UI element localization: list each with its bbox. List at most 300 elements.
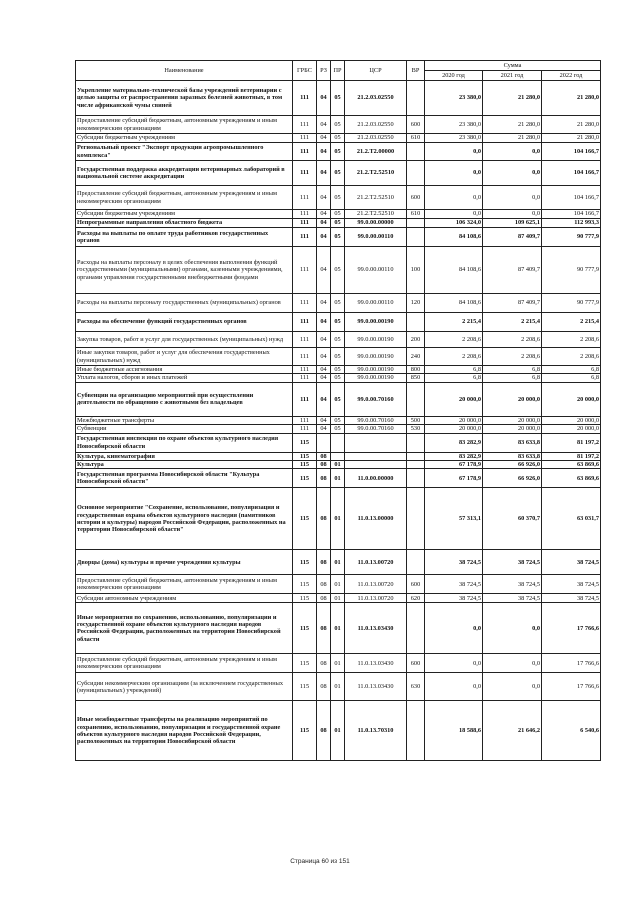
cell-csr: 99.0.00.00110 [345,294,407,313]
cell-2020: 6,8 [425,374,483,382]
col-header-name: Наименование [76,61,293,81]
table-row [76,701,601,761]
cell-2020: 20 000,0 [425,382,483,416]
cell-csr: 11.0.13.03430 [345,673,407,701]
cell-csr: 21.2.T2.52510 [345,161,407,186]
cell-grbs: 111 [293,416,317,424]
cell-pr: 05 [331,247,345,294]
cell-grbs: 115 [293,452,317,460]
cell-grbs: 115 [293,469,317,488]
cell-vr: 630 [407,673,425,701]
cell-rz: 04 [317,186,331,210]
cell-name: Дворцы (дома) культуры и прочие учреждения культуры [76,550,293,575]
cell-csr: 11.0.13.00720 [345,575,407,594]
cell-csr: 99.0.00.00190 [345,366,407,374]
cell-rz: 04 [317,294,331,313]
cell-csr: 99.0.00.00190 [345,348,407,366]
cell-name: Предоставление субсидий бюджетным, автономным учреждениям и иным некоммерческим организациям [76,186,293,210]
cell-vr [407,219,425,228]
cell-2020: 2 215,4 [425,313,483,332]
cell-vr [407,461,425,469]
cell-vr: 600 [407,186,425,210]
cell-2021: 83 633,8 [483,452,542,460]
cell-grbs: 111 [293,374,317,382]
cell-rz: 08 [317,701,331,761]
cell-name: Региональный проект "Экспорт продукции агропромышленного комплекса" [76,143,293,161]
cell-2022: 81 197,2 [542,452,601,460]
cell-2020: 23 380,0 [425,81,483,116]
cell-name: Государственная программа Новосибирской области "Культура Новосибирской области" [76,469,293,488]
table-row [76,575,601,594]
cell-rz: 08 [317,452,331,460]
cell-rz: 04 [317,382,331,416]
cell-2021: 21 646,2 [483,701,542,761]
cell-vr: 600 [407,654,425,673]
cell-2020: 23 380,0 [425,134,483,143]
cell-pr: 05 [331,228,345,247]
table-row [76,210,601,219]
col-header-2022: 2022 год [542,71,601,81]
cell-name: Уплата налогов, сборов и иных платежей [76,374,293,382]
table-row [76,81,601,116]
cell-grbs: 111 [293,425,317,433]
cell-2022: 20 000,0 [542,425,601,433]
cell-2022: 63 031,7 [542,488,601,550]
cell-vr: 500 [407,416,425,424]
table-row [76,603,601,654]
cell-2022: 2 208,6 [542,348,601,366]
cell-rz: 04 [317,116,331,134]
cell-2020: 6,8 [425,366,483,374]
cell-vr [407,228,425,247]
cell-pr: 01 [331,488,345,550]
cell-name: Субсидии бюджетным учреждениям [76,210,293,219]
cell-name: Государственная инспекция по охране объектов культурного наследия Новосибирской области [76,433,293,452]
cell-2020: 18 588,6 [425,701,483,761]
cell-vr [407,382,425,416]
cell-pr: 01 [331,603,345,654]
cell-name: Субсидии бюджетным учреждениям [76,134,293,143]
cell-2021: 21 280,0 [483,134,542,143]
cell-2022: 104 166,7 [542,161,601,186]
table-row [76,550,601,575]
cell-2022: 38 724,5 [542,575,601,594]
cell-grbs: 115 [293,433,317,452]
cell-rz: 04 [317,247,331,294]
cell-rz: 08 [317,603,331,654]
col-header-2020: 2020 год [425,71,483,81]
col-header-vr: ВР [407,61,425,81]
cell-2021: 87 409,7 [483,247,542,294]
cell-csr: 21.2.03.02550 [345,116,407,134]
cell-rz: 04 [317,332,331,348]
cell-vr: 240 [407,348,425,366]
table-row [76,366,601,374]
cell-name: Закупка товаров, работ и услуг для государственных (муниципальных) нужд [76,332,293,348]
cell-grbs: 115 [293,654,317,673]
cell-pr: 01 [331,461,345,469]
cell-vr: 100 [407,247,425,294]
col-header-rz: РЗ [317,61,331,81]
cell-grbs: 111 [293,313,317,332]
cell-rz: 08 [317,550,331,575]
cell-2022: 6,8 [542,366,601,374]
table-body [76,81,601,761]
table-row [76,654,601,673]
cell-name: Расходы на выплаты персоналу государственных (муниципальных) органов [76,294,293,313]
cell-2022: 104 166,7 [542,143,601,161]
table-row [76,416,601,424]
table-row [76,452,601,460]
cell-pr: 01 [331,701,345,761]
cell-rz: 08 [317,461,331,469]
cell-pr: 05 [331,366,345,374]
cell-grbs: 111 [293,348,317,366]
cell-pr: 01 [331,575,345,594]
budget-table [75,60,601,761]
cell-2022: 6 540,6 [542,701,601,761]
cell-pr: 05 [331,210,345,219]
cell-2020: 0,0 [425,186,483,210]
cell-2020: 0,0 [425,654,483,673]
page-footer: Страница 60 из 151 [290,858,350,865]
cell-pr: 05 [331,116,345,134]
cell-csr: 99.0.00.70160 [345,382,407,416]
cell-grbs: 115 [293,603,317,654]
cell-rz: 04 [317,313,331,332]
cell-vr: 800 [407,366,425,374]
cell-name: Укрепление материально-технической базы учреждений ветеринарии с целью защиты от распространения заразных болезней животных, в том числе африканской чумы свиней [76,81,293,116]
cell-grbs: 115 [293,673,317,701]
table-row [76,673,601,701]
cell-2022: 38 724,5 [542,550,601,575]
cell-vr: 620 [407,594,425,603]
cell-2022: 21 280,0 [542,116,601,134]
cell-name: Расходы на выплаты по оплате труда работников государственных органов [76,228,293,247]
cell-rz: 08 [317,654,331,673]
cell-rz: 04 [317,210,331,219]
cell-grbs: 111 [293,366,317,374]
cell-rz: 04 [317,416,331,424]
cell-vr [407,81,425,116]
cell-2020: 0,0 [425,161,483,186]
cell-rz: 04 [317,134,331,143]
cell-2020: 84 108,6 [425,294,483,313]
cell-csr: 99.0.00.00190 [345,313,407,332]
table-row [76,134,601,143]
cell-pr: 05 [331,219,345,228]
cell-pr: 05 [331,186,345,210]
cell-pr: 05 [331,294,345,313]
cell-vr [407,603,425,654]
cell-csr: 99.0.00.70160 [345,425,407,433]
cell-2022: 112 993,3 [542,219,601,228]
cell-csr: 99.0.00.00190 [345,332,407,348]
cell-2021: 20 000,0 [483,416,542,424]
table-row [76,594,601,603]
cell-2020: 84 108,6 [425,247,483,294]
cell-name: Государственная поддержка аккредитации ветеринарных лабораторий в национальной системе аккредитации [76,161,293,186]
cell-vr: 200 [407,332,425,348]
cell-name: Расходы на выплаты персоналу в целях обеспечения выполнения функций государственными (муниципальными) органами, казенными учреждениями, органами управления государственными внебюджетными фондами [76,247,293,294]
cell-2022: 38 724,5 [542,594,601,603]
cell-2022: 2 208,6 [542,332,601,348]
cell-2021: 66 926,0 [483,469,542,488]
cell-rz: 08 [317,673,331,701]
cell-name: Основное мероприятие "Сохранение, использование, популяризация и государственная охрана объектов культурного наследия (памятников истории и культуры) народов Российской Федерации, расположенных на территории Новосибирской области" [76,488,293,550]
cell-vr: 610 [407,134,425,143]
cell-csr: 99.0.00.70160 [345,416,407,424]
cell-name: Непрограммные направления областного бюджета [76,219,293,228]
cell-2022: 21 280,0 [542,134,601,143]
cell-2021: 0,0 [483,603,542,654]
cell-pr: 01 [331,469,345,488]
cell-grbs: 111 [293,161,317,186]
budget-table-sheet [75,60,600,761]
cell-name: Расходы на обеспечение функций государственных органов [76,313,293,332]
cell-csr [345,452,407,460]
cell-csr: 21.2.T2.00000 [345,143,407,161]
cell-grbs: 115 [293,701,317,761]
cell-pr: 05 [331,332,345,348]
table-row [76,374,601,382]
cell-2020: 106 324,0 [425,219,483,228]
cell-name: Субвенции [76,425,293,433]
cell-pr: 05 [331,143,345,161]
cell-vr [407,452,425,460]
cell-grbs: 115 [293,488,317,550]
cell-csr: 99.0.00.00190 [345,374,407,382]
cell-pr: 05 [331,374,345,382]
cell-2020: 67 178,9 [425,461,483,469]
table-row [76,433,601,452]
cell-2021: 6,8 [483,366,542,374]
cell-grbs: 111 [293,186,317,210]
cell-csr: 21.2.03.02550 [345,134,407,143]
cell-pr: 01 [331,673,345,701]
cell-name: Иные бюджетные ассигнования [76,366,293,374]
cell-name: Иные мероприятия по сохранению, использованию, популяризации и государственной охране объектов культурного наследия народов Российской Федерации, расположенных на территории Новосибирской области [76,603,293,654]
cell-2020: 23 380,0 [425,116,483,134]
cell-csr: 11.0.13.03430 [345,603,407,654]
cell-2021: 83 633,8 [483,433,542,452]
cell-2022: 63 869,6 [542,461,601,469]
col-header-pr: ПР [331,61,345,81]
cell-name: Субсидии автономным учреждениям [76,594,293,603]
cell-grbs: 111 [293,332,317,348]
table-row [76,294,601,313]
cell-grbs: 111 [293,134,317,143]
cell-rz: 04 [317,348,331,366]
cell-2021: 38 724,5 [483,575,542,594]
cell-2020: 38 724,5 [425,550,483,575]
cell-2022: 6,8 [542,374,601,382]
cell-2021: 38 724,5 [483,550,542,575]
cell-2021: 109 625,1 [483,219,542,228]
cell-vr [407,433,425,452]
cell-rz: 08 [317,594,331,603]
cell-vr: 610 [407,210,425,219]
table-row [76,228,601,247]
cell-csr: 11.0.13.03430 [345,654,407,673]
cell-name: Иные межбюджетные трансферты на реализацию мероприятий по сохранению, использованию, популяризации и государственной охране объектов культурного наследия народов Российской Федерации, расположенных на территории Новосибирской области [76,701,293,761]
cell-2021: 6,8 [483,374,542,382]
cell-csr: 11.0.13.00720 [345,550,407,575]
table-row [76,219,601,228]
cell-2020: 20 000,0 [425,425,483,433]
cell-vr: 600 [407,575,425,594]
cell-2021: 87 409,7 [483,294,542,313]
cell-name: Культура [76,461,293,469]
cell-2022: 2 215,4 [542,313,601,332]
cell-pr: 05 [331,313,345,332]
cell-2020: 57 313,1 [425,488,483,550]
cell-csr: 21.2.T2.52510 [345,186,407,210]
cell-csr: 99.0.00.00110 [345,228,407,247]
cell-rz: 08 [317,469,331,488]
cell-name: Субвенции на организацию мероприятий при осуществлении деятельности по обращению с животными без владельцев [76,382,293,416]
cell-vr [407,143,425,161]
cell-2020: 67 178,9 [425,469,483,488]
cell-grbs: 111 [293,247,317,294]
cell-rz [317,433,331,452]
cell-grbs: 115 [293,461,317,469]
cell-2021: 0,0 [483,654,542,673]
cell-2020: 38 724,5 [425,575,483,594]
cell-grbs: 111 [293,116,317,134]
cell-2022: 21 280,0 [542,81,601,116]
cell-pr: 05 [331,161,345,186]
table-row [76,488,601,550]
cell-pr [331,452,345,460]
cell-2020: 0,0 [425,673,483,701]
cell-2021: 0,0 [483,186,542,210]
cell-csr: 11.0.13.00000 [345,488,407,550]
cell-pr: 01 [331,550,345,575]
cell-csr [345,461,407,469]
cell-rz: 04 [317,366,331,374]
cell-2021: 60 370,7 [483,488,542,550]
cell-vr [407,701,425,761]
header-row-top [76,61,601,71]
cell-2021: 2 208,6 [483,332,542,348]
cell-csr: 11.0.00.00000 [345,469,407,488]
cell-2021: 0,0 [483,143,542,161]
cell-name: Предоставление субсидий бюджетным, автономным учреждениям и иным некоммерческим организациям [76,575,293,594]
cell-rz: 04 [317,143,331,161]
cell-2022: 104 166,7 [542,210,601,219]
cell-2021: 87 409,7 [483,228,542,247]
cell-csr: 99.0.00.00110 [345,247,407,294]
cell-vr [407,313,425,332]
table-row [76,425,601,433]
cell-2022: 104 166,7 [542,186,601,210]
cell-2021: 0,0 [483,673,542,701]
cell-grbs: 111 [293,228,317,247]
cell-2022: 17 766,6 [542,673,601,701]
cell-vr: 530 [407,425,425,433]
cell-name: Иные закупки товаров, работ и услуг для обеспечения государственных (муниципальных) нужд [76,348,293,366]
cell-2022: 81 197,2 [542,433,601,452]
cell-name: Субсидии некоммерческим организациям (за исключением государственных (муниципальных) учреждений) [76,673,293,701]
cell-pr: 05 [331,134,345,143]
cell-name: Межбюджетные трансферты [76,416,293,424]
cell-vr [407,550,425,575]
cell-2022: 17 766,6 [542,654,601,673]
col-header-2021: 2021 год [483,71,542,81]
cell-rz: 04 [317,219,331,228]
cell-2021: 66 926,0 [483,461,542,469]
table-row [76,186,601,210]
cell-pr: 05 [331,416,345,424]
cell-grbs: 115 [293,550,317,575]
cell-2022: 63 869,6 [542,469,601,488]
cell-2022: 90 777,9 [542,247,601,294]
cell-name: Предоставление субсидий бюджетным, автономным учреждениям и иным некоммерческим организациям [76,654,293,673]
cell-vr: 120 [407,294,425,313]
cell-grbs: 111 [293,143,317,161]
cell-grbs: 111 [293,294,317,313]
cell-2020: 2 208,6 [425,348,483,366]
cell-pr: 05 [331,425,345,433]
cell-csr: 99.0.00.00000 [345,219,407,228]
cell-csr: 11.0.13.70310 [345,701,407,761]
cell-grbs: 115 [293,594,317,603]
cell-rz: 04 [317,81,331,116]
cell-2021: 21 280,0 [483,116,542,134]
cell-pr: 01 [331,654,345,673]
table-row [76,116,601,134]
cell-rz: 04 [317,425,331,433]
cell-2021: 21 280,0 [483,81,542,116]
cell-2020: 83 282,9 [425,452,483,460]
cell-csr: 21.2.T2.52510 [345,210,407,219]
cell-2021: 20 000,0 [483,425,542,433]
cell-rz: 04 [317,161,331,186]
cell-csr: 21.2.03.02550 [345,81,407,116]
col-header-sum: Сумма [425,61,601,71]
cell-rz: 04 [317,374,331,382]
cell-2021: 0,0 [483,210,542,219]
cell-grbs: 111 [293,81,317,116]
cell-pr: 05 [331,81,345,116]
cell-name: Культура, кинематография [76,452,293,460]
cell-grbs: 111 [293,210,317,219]
cell-2020: 83 282,9 [425,433,483,452]
cell-2021: 20 000,0 [483,382,542,416]
cell-csr: 11.0.13.00720 [345,594,407,603]
col-header-csr: ЦСР [345,61,407,81]
table-row [76,469,601,488]
cell-grbs: 111 [293,382,317,416]
table-row [76,143,601,161]
cell-2020: 0,0 [425,210,483,219]
table-row [76,247,601,294]
table-row [76,332,601,348]
cell-rz: 04 [317,228,331,247]
cell-rz: 08 [317,488,331,550]
cell-2022: 20 000,0 [542,382,601,416]
table-row [76,348,601,366]
cell-2020: 20 000,0 [425,416,483,424]
cell-2020: 38 724,5 [425,594,483,603]
cell-vr [407,469,425,488]
cell-2021: 38 724,5 [483,594,542,603]
cell-2020: 0,0 [425,603,483,654]
cell-pr: 05 [331,348,345,366]
cell-grbs: 115 [293,575,317,594]
cell-pr: 05 [331,382,345,416]
